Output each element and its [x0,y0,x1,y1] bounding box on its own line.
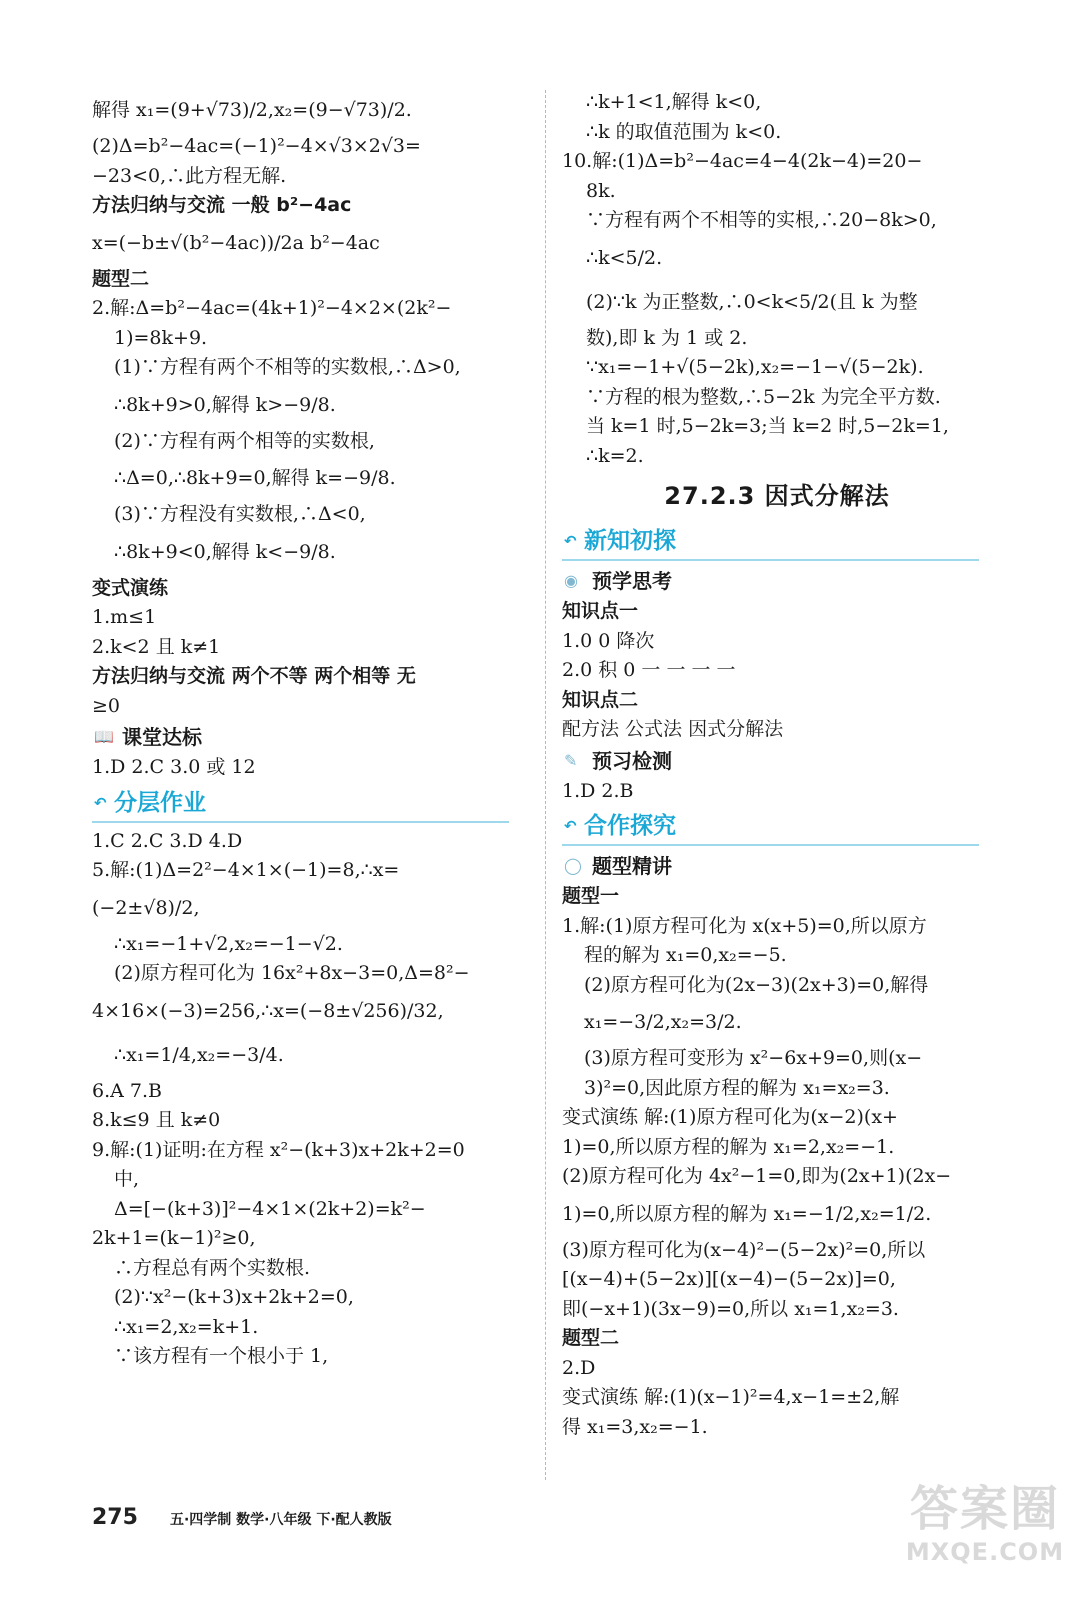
knowledge-point-heading: 知识点二 [562,688,639,711]
text-line: (1)∵方程有两个不相等的实数根,∴Δ>0, [114,356,461,378]
text-line: 即(−x+1)(3x−9)=0,所以 x₁=1,x₂=3. [562,1297,899,1320]
text-line: [(x−4)+(5−2x)][(x−4)−(5−2x)]=0, [562,1268,896,1290]
column-divider [545,90,546,1480]
person-icon: ◉ [564,571,578,590]
left-column [92,88,532,1372]
text-line: (3)∵方程没有实数根,∴Δ<0, [114,503,366,525]
pencil-icon: ✎ [564,750,578,770]
answer-line: 1.C 2.C 3.D 4.D [92,829,243,852]
answer-line: 2.D [562,1356,596,1379]
text-line: 5.解:(1)Δ=2²−4×1×(−1)=8,∴x= [92,859,400,881]
text-line: x₁=−3/2,x₂=3/2. [584,1011,742,1033]
book-info: 五·四学制 数学·八年级 下·配人教版 [169,1512,392,1528]
corner-arrow-icon: ↶ [564,532,577,550]
text-line: 当 k=1 时,5−2k=3;当 k=2 时,5−2k=1, [586,415,949,437]
answer-line: 1.0 0 降次 [562,629,655,652]
text-line: (3)原方程可化为(x−4)²−(5−2x)²=0,所以 [562,1238,926,1261]
answer-line: 8.k≤9 且 k≠0 [92,1109,221,1131]
text-line: (2)原方程可化为 16x²+8x−3=0,Δ=8²− [114,962,470,984]
text-line: (2)原方程可化为(2x−3)(2x+3)=0,解得 [584,973,929,996]
answer-line: 配方法 公式法 因式分解法 [562,718,784,740]
text-line: −23<0,∴此方程无解. [92,164,287,187]
book-icon: 📖 [94,727,114,746]
corner-arrow-icon: ↶ [94,793,107,812]
formula-line: x=(−b±√(b²−4ac))/2a b²−4ac [92,231,380,254]
text-line: ∵方程的根为整数,∴5−2k 为完全平方数. [586,385,941,408]
text-line: ∴k=2. [586,444,644,467]
type-explanation-heading [562,850,992,882]
page-number: 275 [92,1505,138,1530]
method-summary-heading: 方法归纳与交流 两个不等 两个相等 无 [92,665,416,687]
text-line: (2)∵x²−(k+3)x+2k+2=0, [114,1286,354,1308]
answer-line: 2.k<2 且 k≠1 [92,635,221,658]
text-line: 1)=0,所以原方程的解为 x₁=−1/2,x₂=1/2. [562,1202,932,1225]
text-line: (3)原方程可变形为 x²−6x+9=0,则(x− [584,1047,923,1069]
text-line: ∵x₁=−1+√(5−2k),x₂=−1−√(5−2k). [586,356,924,378]
circle-icon: ◯ [564,856,582,875]
watermark-title: 答案圈 [909,1481,1060,1537]
layered-homework-heading [92,785,509,823]
preview-thinking-heading [562,565,992,597]
preview-check-heading [562,745,992,777]
preview-thinking-label: 预学思考 [592,569,672,593]
variant-practice-line: 变式演练 解:(1)(x−1)²=4,x−1=±2,解 [562,1386,900,1408]
text-line: ∴x₁=2,x₂=k+1. [114,1315,259,1338]
page-footer [92,1505,392,1530]
corner-arrow-icon: ↶ [564,817,577,835]
watermark-url: MXQE.COM [905,1538,1065,1566]
right-column [562,88,992,1442]
text-line: ∴Δ=0,∴8k+9=0,解得 k=−9/8. [114,467,396,489]
cooperation-inquiry-label: 合作探究 [584,813,676,839]
variant-practice-line: 变式演练 解:(1)原方程可化为(x−2)(x+ [562,1106,898,1128]
formula-line: 4×16×(−3)=256,∴x=(−8±√256)/32, [92,999,444,1022]
variant-practice-heading: 变式演练 [92,576,169,599]
text-line: 数),即 k 为 1 或 2. [586,326,748,349]
text-line: 解得 x₁=(9+√73)/2,x₂=(9−√73)/2. [92,99,412,121]
text-line: ∴k+1<1,解得 k<0, [586,91,762,113]
text-line: ∴x₁=−1+√2,x₂=−1−√2. [114,932,343,955]
text-line: Δ=[−(k+3)]²−4×1×(2k+2)=k²− [114,1197,426,1220]
text-line: ≥0 [92,694,121,717]
text-line: ∴8k+9>0,解得 k>−9/8. [114,393,336,416]
type-explanation-label: 题型精讲 [592,854,672,878]
preview-check-label: 预习检测 [592,748,672,773]
classroom-target-heading [92,721,532,753]
answer-line: 1.D 2.B [562,779,634,802]
text-line: (2)∵k 为正整数,∴0<k<5/2(且 k 为整 [586,290,918,313]
text-line: 2.解:Δ=b²−4ac=(4k+1)²−4×2×(2k²− [92,297,452,319]
type-heading: 题型一 [562,885,620,907]
text-line: (2)Δ=b²−4ac=(−1)²−4×√3×2√3= [92,135,421,157]
answer-line: 1.m≤1 [92,606,157,628]
new-knowledge-label: 新知初探 [584,528,676,554]
text-line: ∴k<5/2. [586,246,663,269]
text-line: 程的解为 x₁=0,x₂=−5. [584,944,787,966]
text-line: 1.解:(1)原方程可化为 x(x+5)=0,所以原方 [562,914,927,937]
text-line: (2)∵方程有两个相等的实数根, [114,429,375,452]
text-line: ∴k 的取值范围为 k<0. [586,120,782,143]
classroom-target-label: 课堂达标 [122,725,202,749]
text-line: ∴方程总有两个实数根. [114,1256,311,1279]
text-line: (2)原方程可化为 4x²−1=0,即为(2x+1)(2x− [562,1165,952,1187]
type-heading: 题型二 [562,1327,620,1349]
new-knowledge-heading [562,523,979,561]
type-heading: 题型二 [92,267,150,290]
text-line: 8k. [586,179,616,202]
text-line: 9.解:(1)证明:在方程 x²−(k+3)x+2k+2=0 [92,1138,465,1161]
watermark-logo [895,1480,1075,1580]
cooperation-inquiry-heading [562,808,979,846]
text-line: 10.解:(1)Δ=b²−4ac=4−4(2k−4)=20− [562,150,923,172]
layered-homework-label: 分层作业 [114,789,206,816]
text-line: ∴8k+9<0,解得 k<−9/8. [114,540,336,563]
answer-line: 6.A 7.B [92,1079,162,1102]
section-title: 27.2.3 因式分解法 [664,482,890,510]
text-line: 得 x₁=3,x₂=−1. [562,1415,708,1438]
formula-line: (−2±√8)/2, [92,896,200,919]
text-line: 1)=0,所以原方程的解为 x₁=2,x₂=−1. [562,1135,895,1158]
method-summary-heading: 方法归纳与交流 一般 b²−4ac [92,194,352,216]
knowledge-point-heading: 知识点一 [562,600,639,622]
text-line: ∵方程有两个不相等的实根,∴20−8k>0, [586,209,937,231]
text-line: ∵该方程有一个根小于 1, [114,1345,329,1367]
text-line: ∴x₁=1/4,x₂=−3/4. [114,1043,284,1066]
text-line: 中, [114,1168,140,1190]
answer-line: 2.0 积 0 一 一 一 一 [562,659,736,681]
text-line: 1)=8k+9. [114,326,208,349]
answer-line: 1.D 2.C 3.0 或 12 [92,756,256,778]
text-line: 2k+1=(k−1)²≥0, [92,1227,256,1249]
text-line: 3)²=0,因此原方程的解为 x₁=x₂=3. [584,1076,890,1099]
